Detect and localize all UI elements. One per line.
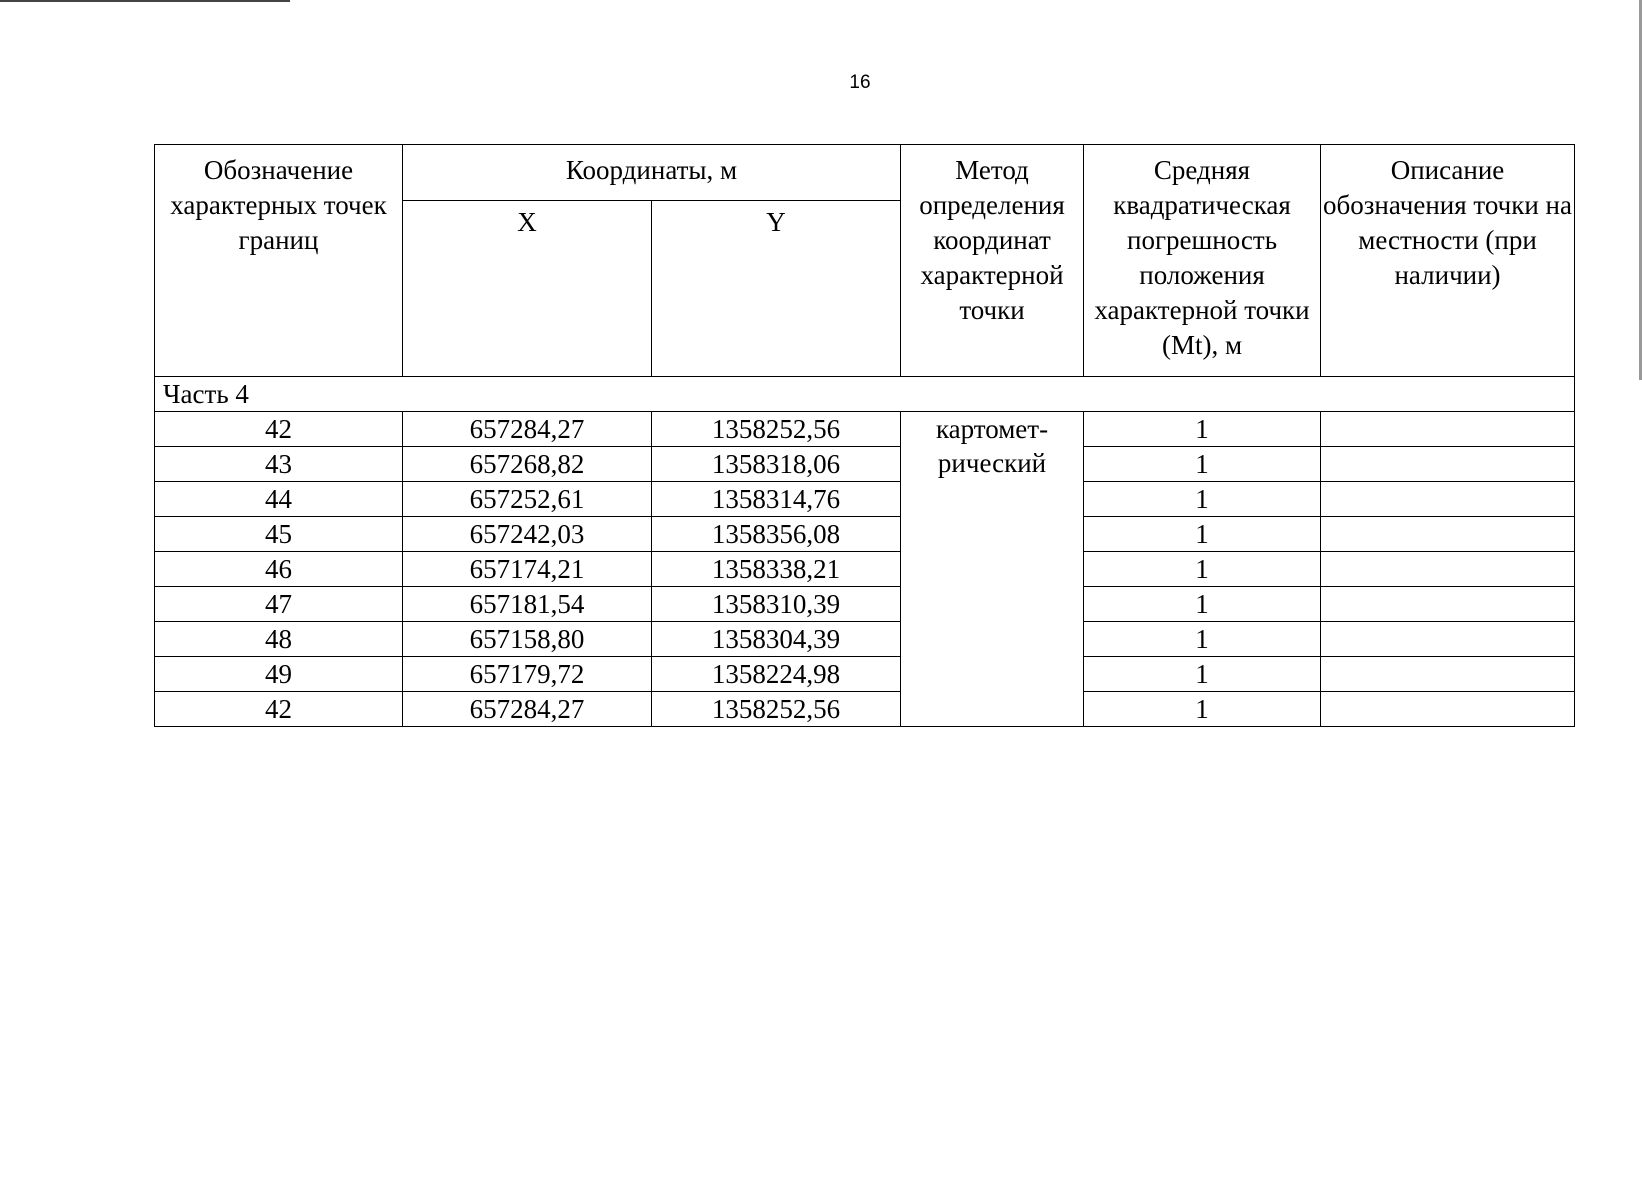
mt-cell: 1 <box>1084 482 1321 517</box>
mt-cell: 1 <box>1084 622 1321 657</box>
point-cell: 42 <box>155 692 403 727</box>
point-cell: 48 <box>155 622 403 657</box>
point-cell: 46 <box>155 552 403 587</box>
mt-cell: 1 <box>1084 447 1321 482</box>
description-cell <box>1321 587 1575 622</box>
y-cell: 1358310,39 <box>652 587 901 622</box>
x-cell: 657179,72 <box>403 657 652 692</box>
point-cell: 45 <box>155 517 403 552</box>
point-cell: 43 <box>155 447 403 482</box>
x-cell: 657284,27 <box>403 692 652 727</box>
table-row <box>155 412 1575 447</box>
description-cell <box>1321 657 1575 692</box>
mt-cell: 1 <box>1084 657 1321 692</box>
mt-cell: 1 <box>1084 587 1321 622</box>
y-cell: 1358338,21 <box>652 552 901 587</box>
x-cell: 657242,03 <box>403 517 652 552</box>
y-cell: 1358224,98 <box>652 657 901 692</box>
table-row <box>155 587 1575 622</box>
table-row <box>155 657 1575 692</box>
description-cell <box>1321 517 1575 552</box>
mt-cell: 1 <box>1084 412 1321 447</box>
mt-cell: 1 <box>1084 517 1321 552</box>
coordinates-table <box>154 144 1575 727</box>
scan-edge-line <box>0 0 290 2</box>
header-description: Описание обозначения точки на местности (при наличии) <box>1321 145 1575 377</box>
table-row <box>155 622 1575 657</box>
x-cell: 657252,61 <box>403 482 652 517</box>
point-cell: 44 <box>155 482 403 517</box>
point-cell: 47 <box>155 587 403 622</box>
method-cell: картомет-рический <box>901 412 1084 727</box>
y-cell: 1358252,56 <box>652 692 901 727</box>
table-row <box>155 552 1575 587</box>
header-point: Обозначение характерных точек границ <box>155 145 403 377</box>
description-cell <box>1321 482 1575 517</box>
mt-cell: 1 <box>1084 552 1321 587</box>
part-label: Часть 4 <box>155 377 1575 412</box>
part-row <box>155 377 1575 412</box>
mt-cell: 1 <box>1084 692 1321 727</box>
x-cell: 657158,80 <box>403 622 652 657</box>
description-cell <box>1321 412 1575 447</box>
header-x: X <box>403 201 652 377</box>
y-cell: 1358252,56 <box>652 412 901 447</box>
y-cell: 1358314,76 <box>652 482 901 517</box>
x-cell: 657268,82 <box>403 447 652 482</box>
table-row <box>155 447 1575 482</box>
header-y: Y <box>652 201 901 377</box>
y-cell: 1358318,06 <box>652 447 901 482</box>
page-number: 16 <box>849 72 871 93</box>
point-cell: 49 <box>155 657 403 692</box>
y-cell: 1358304,39 <box>652 622 901 657</box>
header-error: Средняя квадратическая погрешность положения характерной точки (Mt), м <box>1084 145 1321 377</box>
y-cell: 1358356,08 <box>652 517 901 552</box>
table-row <box>155 517 1575 552</box>
x-cell: 657284,27 <box>403 412 652 447</box>
description-cell <box>1321 692 1575 727</box>
description-cell <box>1321 622 1575 657</box>
header-method: Метод определения координат характерной точки <box>901 145 1084 377</box>
description-cell <box>1321 552 1575 587</box>
table-row <box>155 692 1575 727</box>
table-row <box>155 482 1575 517</box>
x-cell: 657174,21 <box>403 552 652 587</box>
description-cell <box>1321 447 1575 482</box>
header-coordinates: Координаты, м <box>403 145 901 201</box>
x-cell: 657181,54 <box>403 587 652 622</box>
point-cell: 42 <box>155 412 403 447</box>
